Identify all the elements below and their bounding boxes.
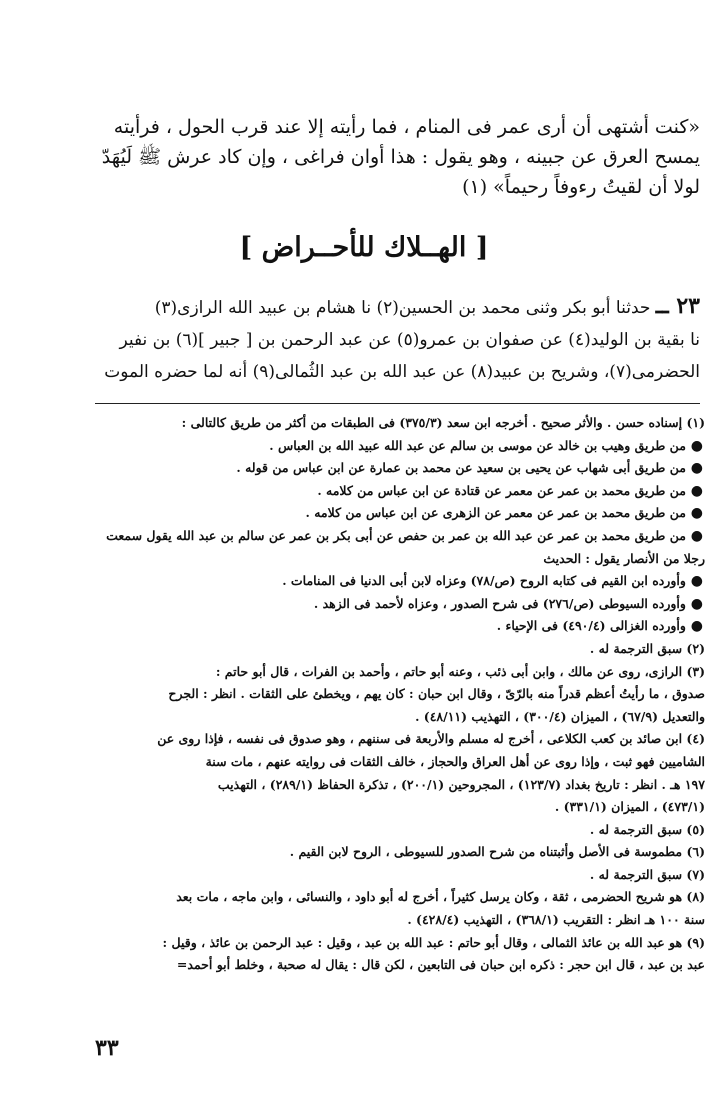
bullet-dot-icon: ●	[685, 437, 703, 454]
footnote-divider	[95, 403, 700, 404]
quote-line: يمسح العرق عن جبينه ، وهو يقول : هذا أوان فراغى ، وإن كاد عرش ﷺ لَيُهَدّ	[101, 146, 700, 168]
footnote-text: وأورده السيوطى (ص/٢٧٦) فى شرح الصدور ، وعزاه لأحمد فى الزهد .	[313, 595, 686, 611]
quote-block	[60, 112, 700, 202]
footnotes	[85, 412, 705, 977]
footnote-text: (٧) سبق الترجمة له .	[589, 866, 705, 882]
footnote-text: من طريق أبى شهاب عن يحيى بن سعيد عن محمد بن عمارة عن ابن عباس من قوله .	[236, 460, 686, 476]
footnote-line	[85, 864, 705, 887]
footnote-text: (٣) الرازى، روى عن مالك ، وابن أبى ذئب ، وعنه أبو حاتم ، وأحمد بن الفرات ، قال أبو حاتم :	[215, 663, 705, 679]
bullet-dot-icon: ●	[685, 460, 703, 477]
quote-line: لولا أن لقيتُ رءوفاً رحيماً» (١)	[462, 176, 700, 198]
hadith-line-text: حدثنا أبو بكر وثنى محمد بن الحسين(٢) نا هشام بن عبيد الله الرازى(٣)	[154, 298, 651, 318]
bullet-dot-icon: ●	[685, 527, 703, 544]
footnote-text: من طريق وهيب بن خالد عن موسى بن سالم عن عبد الله عبيد الله بن العباس .	[269, 437, 686, 453]
footnote-text: من طريق محمد بن عمر عن معمر عن قتادة عن ابن عباس من كلامه .	[317, 482, 686, 498]
footnote-bullet	[85, 593, 705, 616]
footnote-line	[85, 932, 705, 955]
footnote-continuation	[85, 796, 705, 819]
footnote-text: (١) إسناده حسن . والأثر صحيح . أخرجه ابن سعد (٣٧٥/٣) فى الطبقات من أكثر من طريق كالتالى :	[181, 415, 705, 430]
footnote-line	[85, 638, 705, 661]
bullet-dot-icon: ●	[685, 595, 703, 612]
footnote-bullet	[85, 480, 705, 503]
hadith-number: ٢٣ ــ	[655, 293, 700, 319]
footnote-text: (٤) ابن صائد بن كعب الكلاعى ، أخرج له مسلم والأربعة فى سننهم ، وهو صدوق فى نفسه ، فإذا روى عن	[157, 731, 705, 747]
hadith-line: نا بقية بن الوليد(٤) عن صفوان بن عمرو(٥) عن عبد الرحمن بن [ جبير ](٦) بن نفير	[119, 330, 700, 350]
footnote-continuation	[85, 548, 705, 571]
footnote-line	[85, 886, 705, 909]
footnote-text: صدوق ، ما رأيتُ أعظم قدراً منه بالرّىّ ، وقال ابن حبان : كان يهم ، ويخطئ على الثقات . انظر : الجرح	[168, 686, 705, 702]
quote-line: «كنت أشتهى أن أرى عمر فى المنام ، فما رأيته إلا عند قرب الحول ، فرأيته	[113, 116, 700, 138]
footnote-continuation	[85, 706, 705, 729]
footnote-line	[85, 728, 705, 751]
bullet-dot-icon: ●	[685, 505, 703, 522]
footnote-continuation	[85, 683, 705, 706]
footnote-text: (٦) مطموسة فى الأصل وأثبتناه من شرح الصدور للسيوطى ، الروح لابن القيم .	[289, 844, 705, 860]
footnote-bullet	[85, 502, 705, 525]
footnote-bullet	[85, 435, 705, 458]
footnote-text: سنة ١٠٠ هـ انظر : التقريب (٣٦٨/١) ، التهذيب (٤٢٨/٤) .	[407, 912, 705, 928]
footnote-text: (٩) هو عبد الله بن عائذ الثمالى ، وقال أبو حاتم : عبد الله بن عبد ، وقيل : عبد الرحمن بن عائذ ، وقيل :	[162, 934, 705, 950]
footnote-text: الشاميين فهو ثبت ، وإذا روى عن أهل العراق والحجاز ، خالف الثقات فى روايته عنهم ، مات سنة	[205, 753, 705, 769]
footnote-text: من طريق محمد بن عمر عن عبد الله بن عمر بن حفص عن أبى بكر بن عمر عن سالم بن عبد الله يقول سمعت	[106, 527, 686, 543]
footnote-text: وأورده الغزالى (٤٩٠/٤) فى الإحياء .	[496, 618, 686, 634]
footnote-continuation	[85, 774, 705, 797]
bullet-dot-icon: ●	[685, 618, 703, 635]
footnote-continuation	[85, 954, 705, 977]
bullet-dot-icon: ●	[685, 573, 703, 590]
hadith-line	[60, 290, 700, 324]
footnote-text: (٤٧٣/١) ، الميزان (٣٣١/١) .	[554, 799, 705, 815]
footnote-line	[85, 661, 705, 684]
footnote-line	[85, 841, 705, 864]
footnote-text: (٥) سبق الترجمة له .	[589, 821, 705, 837]
bullet-dot-icon: ●	[685, 482, 703, 499]
footnote-text: عبد بن عبد ، قال ابن حجر : ذكره ابن حبان فى التابعين ، لكن قال : يقال له صحبة ، وخلط أبو أحمد=	[176, 957, 705, 973]
footnote-text: رجلا من الأنصار يقول : الحديث	[543, 550, 705, 566]
footnote-text: من طريق محمد بن عمر عن معمر عن الزهرى عن ابن عباس من كلامه .	[305, 505, 686, 521]
section-heading: [ الهــلاك للأحــراض ]	[239, 232, 489, 263]
footnote-line	[85, 412, 705, 435]
footnote-bullet	[85, 570, 705, 593]
footnote-continuation	[85, 751, 705, 774]
footnote-text: ١٩٧ هـ . انظر : تاريخ بغداد (١٢٣/٧) ، المجروحين (٢٠٠/١) ، تذكرة الحفاظ (٢٨٩/١) ، التهذيب	[217, 776, 705, 792]
footnote-bullet	[85, 615, 705, 638]
footnote-line	[85, 819, 705, 842]
page-number: ٣٣	[95, 1035, 119, 1061]
footnote-text: وأورده ابن القيم فى كتابه الروح (ص/٧٨) وعزاه لابن أبى الدنيا فى المنامات .	[282, 573, 686, 589]
hadith-block	[60, 290, 700, 388]
footnote-bullet	[85, 457, 705, 480]
footnote-bullet	[85, 525, 705, 548]
footnote-text: (٨) هو شريح الحضرمى ، ثقة ، وكان يرسل كثيراً ، أخرج له أبو داود ، والنسائى ، وابن ماجه ، مات بعد	[176, 889, 705, 905]
footnote-text: والتعديل (٦٧/٩) ، الميزان (٣٠٠/٤) ، التهذيب (٤٨/١١) .	[415, 708, 705, 724]
hadith-line: الحضرمى(٧)، وشريح بن عبيد(٨) عن عبد الله بن عبد الثُمالى(٩) أنه لما حضره الموت	[104, 362, 700, 382]
footnote-continuation	[85, 909, 705, 932]
footnote-text: (٢) سبق الترجمة له .	[589, 640, 705, 656]
